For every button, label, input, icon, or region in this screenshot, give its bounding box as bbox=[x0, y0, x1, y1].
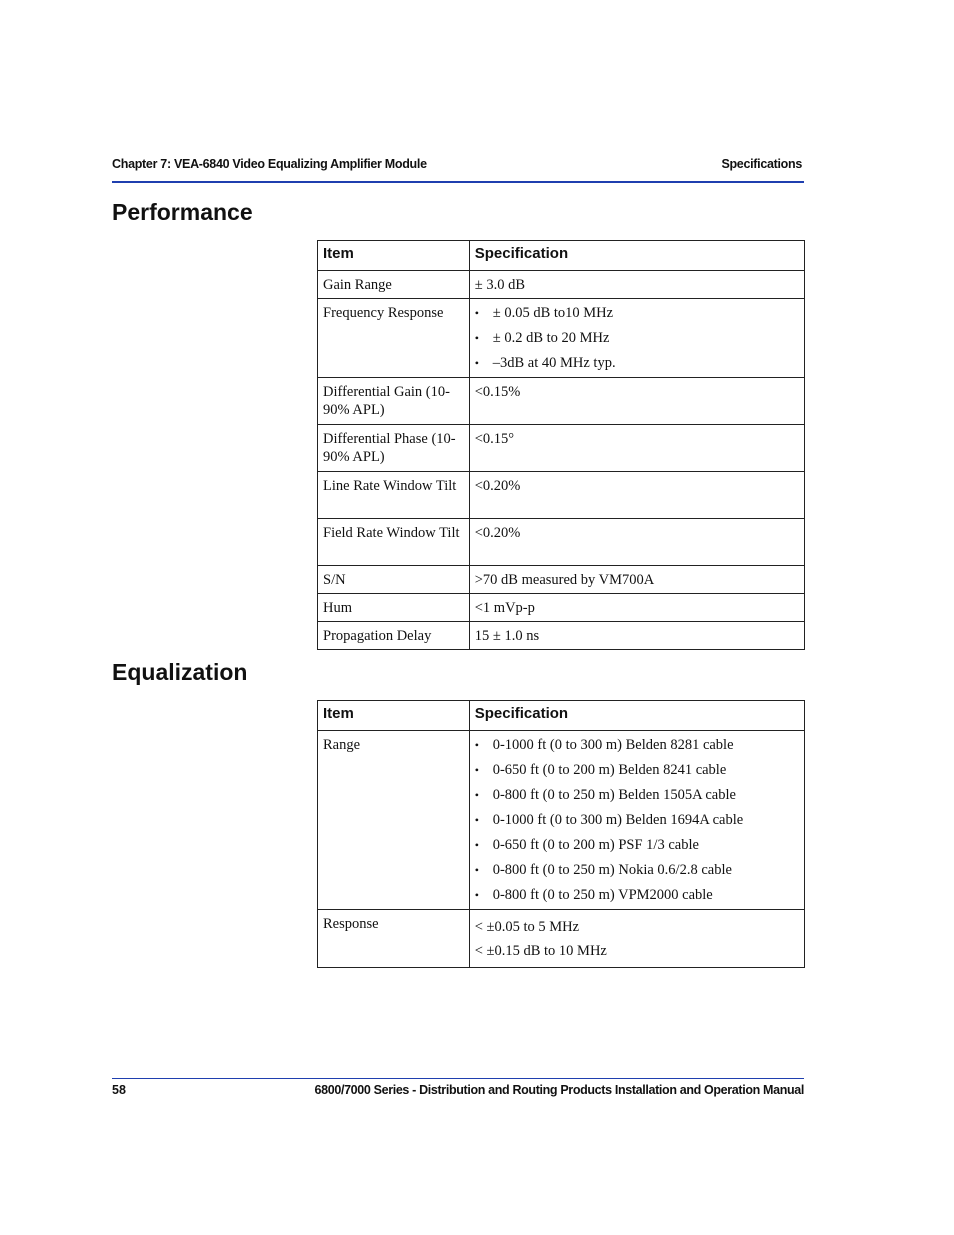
equalization-heading: Equalization bbox=[112, 659, 248, 685]
table-row bbox=[318, 472, 805, 519]
item-cell: Line Rate Window Tilt bbox=[318, 472, 470, 519]
list-item: • –3dB at 40 MHz typ. bbox=[475, 354, 799, 373]
performance-heading: Performance bbox=[112, 199, 253, 225]
list-item: • 0-650 ft (0 to 200 m) Belden 8241 cable bbox=[475, 761, 799, 780]
item-cell: Propagation Delay bbox=[318, 622, 470, 650]
spec-cell bbox=[469, 731, 804, 910]
page-number: 58 bbox=[112, 1083, 126, 1097]
item-cell: Hum bbox=[318, 594, 470, 622]
column-header-specification: Specification bbox=[469, 241, 804, 271]
spec-line: < ±0.05 to 5 MHz bbox=[474, 919, 580, 935]
spec-cell: <0.15° bbox=[469, 425, 804, 472]
spec-cell: <0.20% bbox=[469, 472, 804, 519]
table-row bbox=[318, 622, 805, 650]
list-item: • ± 0.2 dB to 20 MHz bbox=[475, 329, 799, 348]
manual-title: 6800/7000 Series - Distribution and Routing Products Installation and Operation Manual bbox=[314, 1083, 804, 1097]
spec-cell: <0.15% bbox=[469, 378, 804, 425]
table-row bbox=[318, 731, 805, 910]
list-item: • 0-800 ft (0 to 250 m) VPM2000 cable bbox=[475, 886, 799, 905]
spec-list bbox=[475, 304, 799, 373]
column-header-item: Item bbox=[318, 701, 470, 731]
table-row bbox=[318, 566, 805, 594]
running-footer bbox=[112, 1078, 804, 1105]
equalization-table bbox=[317, 700, 805, 968]
list-item: • 0-1000 ft (0 to 300 m) Belden 8281 cable bbox=[475, 736, 799, 755]
spec-line: < ±0.15 dB to 10 MHz bbox=[474, 943, 607, 959]
table-header-row bbox=[318, 701, 805, 731]
spec-cell bbox=[469, 299, 804, 378]
item-cell: Range bbox=[318, 731, 470, 910]
table-row bbox=[318, 594, 805, 622]
column-header-specification: Specification bbox=[469, 701, 804, 731]
chapter-title: Chapter 7: VEA-6840 Video Equalizing Amplifier Module bbox=[112, 157, 427, 171]
spec-cell: ± 3.0 dB bbox=[469, 271, 804, 299]
table-row bbox=[318, 425, 805, 472]
item-cell: Differential Gain (10-90% APL) bbox=[318, 378, 470, 425]
spec-cell bbox=[469, 910, 804, 968]
list-item: • 0-1000 ft (0 to 300 m) Belden 1694A cable bbox=[475, 811, 799, 830]
item-cell: Field Rate Window Tilt bbox=[318, 519, 470, 566]
running-header bbox=[112, 155, 804, 183]
spec-list bbox=[475, 736, 799, 905]
spec-cell: <0.20% bbox=[469, 519, 804, 566]
spec-cell: >70 dB measured by VM700A bbox=[469, 566, 804, 594]
table-row bbox=[318, 519, 805, 566]
item-cell: Frequency Response bbox=[318, 299, 470, 378]
table-row bbox=[318, 910, 805, 968]
item-cell: Differential Phase (10-90% APL) bbox=[318, 425, 470, 472]
spec-cell: 15 ± 1.0 ns bbox=[469, 622, 804, 650]
table-row bbox=[318, 299, 805, 378]
list-item: • 0-800 ft (0 to 250 m) Nokia 0.6/2.8 cable bbox=[475, 861, 799, 880]
table-row bbox=[318, 378, 805, 425]
table-header-row bbox=[318, 241, 805, 271]
performance-table bbox=[317, 240, 805, 650]
section-title: Specifications bbox=[721, 157, 802, 171]
list-item: • 0-800 ft (0 to 250 m) Belden 1505A cable bbox=[475, 786, 799, 805]
table-row bbox=[318, 271, 805, 299]
item-cell: Gain Range bbox=[318, 271, 470, 299]
column-header-item: Item bbox=[318, 241, 470, 271]
item-cell: Response bbox=[318, 910, 470, 968]
item-cell: S/N bbox=[318, 566, 470, 594]
spec-cell: <1 mVp-p bbox=[469, 594, 804, 622]
list-item: • ± 0.05 dB to10 MHz bbox=[475, 304, 799, 323]
list-item: • 0-650 ft (0 to 200 m) PSF 1/3 cable bbox=[475, 836, 799, 855]
